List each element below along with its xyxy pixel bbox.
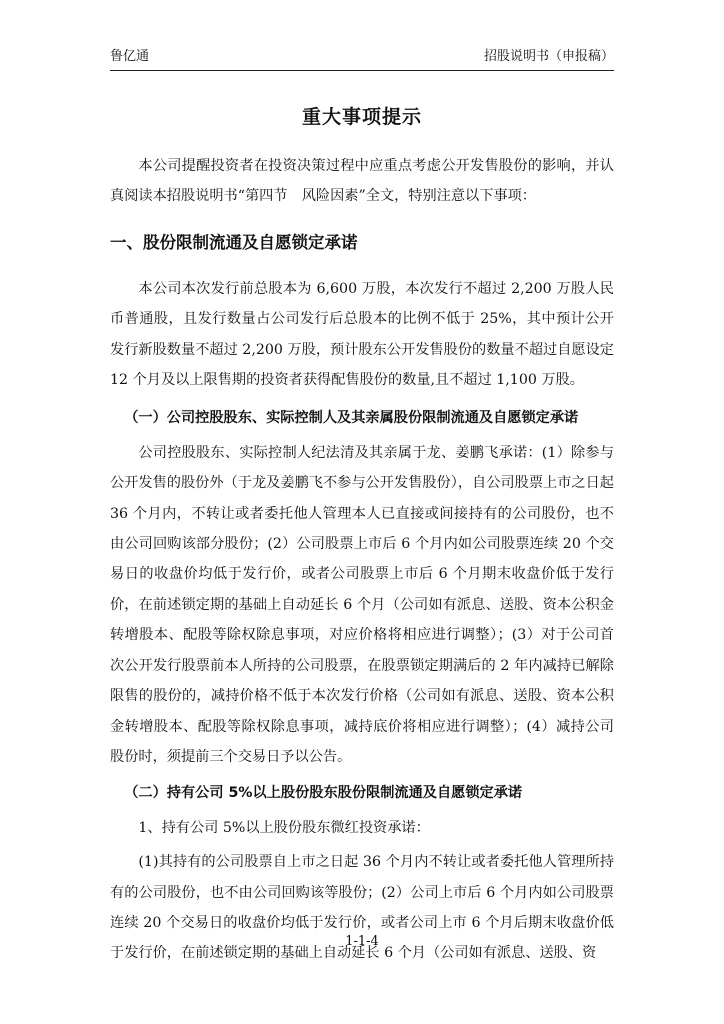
section-heading-1: 一、股份限制流通及自愿锁定承诺 [110, 232, 358, 252]
page-title: 重大事项提示 [301, 106, 422, 128]
page-number: 1-1-4 [345, 934, 379, 949]
subsection-heading-1: （一）公司控股股东、实际控制人及其亲属股份限制流通及自愿锁定承诺 [124, 410, 579, 427]
subsection-heading-2: （二）持有公司 5%以上股份股东股份限制流通及自愿锁定承诺 [124, 785, 523, 802]
page-header [110, 44, 614, 71]
page-content [110, 98, 614, 969]
subsection-1-paragraph: 公司控股股东、实际控制人纪法清及其亲属于龙、姜鹏飞承诺：(1）除参与公开发售的股份外（于龙及姜鹏飞不参与公开发售股份），自公司股票上市之日起 36 个月内，不转让或者委托他人管理本人已直接或间接持有的公司股份，也不由公司回购该部分股份；(2）公司股票上市后 6 个月内如公司股票连续 20 个交易日的收盘价均低于发行价，或者公司股票上市后 6 个月期末收盘价低于发行价，在前述锁定期的基础上自动延长 6 个月（公司如有派息、送股、资本公积金转增股本、配股等除权除息事项，对应价格将相应进行调整）；(3）对于公司首次公开发行股票前本人所持的公司股票，在股票锁定期满后的 2 年内减持已解除限售的股份的，减持价格不低于本次发行价格（公司如有派息、送股、资本公积金转增股本、配股等除权除息事项，减持底价将相应进行调整）；(4）减持公司股份时，须提前三个交易日予以公告。 [110, 444, 614, 765]
header-company-name: 鲁亿通 [110, 49, 150, 64]
subsection-2-item-1: 1、持有公司 5%以上股份股东微红投资承诺： [138, 819, 430, 836]
intro-paragraph: 本公司提醒投资者在投资决策过程中应重点考虑公开发售股份的影响，并认真阅读本招股说明书“第四节 风险因素”全文，特别注意以下事项： [110, 158, 614, 205]
section-1-paragraph: 本公司本次发行前总股本为 6,600 万股，本次发行不超过 2,200 万股人民币普通股，且发行数量占公司发行后总股本的比例不低于 25%，其中预计公开发行新股数量不超过 2,200 万股，预计股东公开发售股份的数量不超过自愿设定 12 个月及以上限售期的投资者获得配售股份的数量,且不超过 1,100 万股。 [110, 280, 614, 389]
header-document-type: 招股说明书（申报稿） [483, 49, 614, 64]
subsection-2-paragraph: (1)其持有的公司股票自上市之日起 36 个月内不转让或者委托他人管理所持有的公司股份，也不由公司回购该等股份；(2）公司上市后 6 个月内如公司股票连续 20 个交易日的收盘价均低于发行价，或者公司上市 6 个月后期末收盘价低于发行价，在前述锁定期的基础上自动延长 6 个月（公司如有派息、送股、资 [110, 854, 614, 962]
